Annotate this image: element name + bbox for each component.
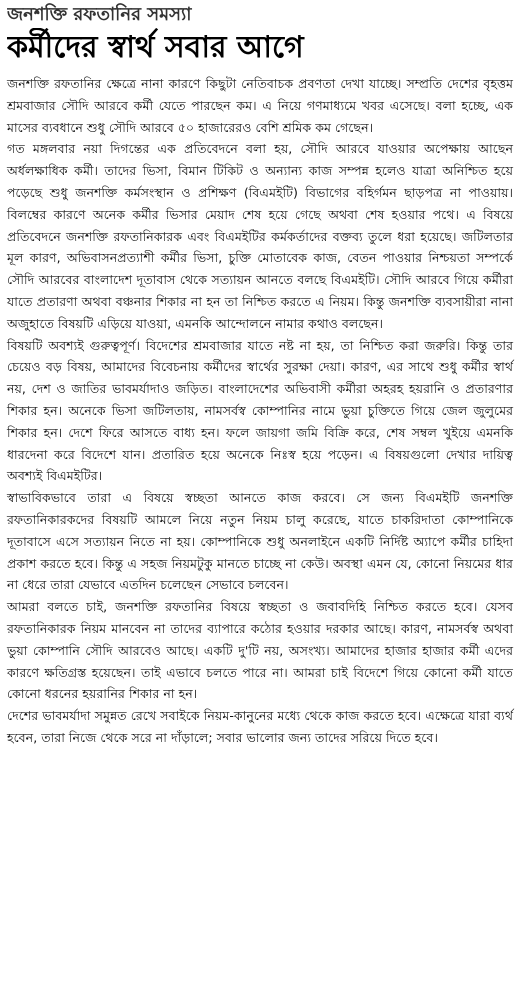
body-paragraph-6: দেশের ভাবমর্যাদা সমুন্নত রেখে সবাইকে নিয়ম-কানুনের মধ্যে থেকে কাজ করতে হবে। এক্ষেত্রে যারা ব্যর্থ হবেন, তারা নিজে থেকে সরে না দাঁড়ালে; সবার ভালোর জন্য তাদের সরিয়ে দিতে হবে। bbox=[7, 708, 513, 745]
body-paragraph-1: জনশক্তি রফতানির ক্ষেত্রে নানা কারণে কিছুটা নেতিবাচক প্রবণতা দেখা যাচ্ছে। সম্প্রতি দেশের বৃহত্তম শ্রমবাজার সৌদি আরবে কর্মী যেতে পারছেন কম। এ নিয়ে গণমাধ্যমে খবর এসেছে। বলা হচ্ছে, এক মাসের ব্যবধানে শুধু সৌদি আরবে ৫০ হাজারেরও বেশি শ্রমিক কম গেছেন। bbox=[7, 76, 513, 135]
body-paragraph-5: আমরা বলতে চাই, জনশক্তি রফতানির বিষয়ে স্বচ্ছতা ও জবাবদিহি নিশ্চিত করতে হবে। যেসব রফতানিকারক নিয়ম মানবেন না তাদের ব্যাপারে কঠোর হওয়ার দরকার আছে। কারণ, নামসর্বস্ব অথবা ভুয়া কোম্পানি সৌদি আরবেও আছে। একটি দু'টি নয়, অসংখ্য। আমাদের হাজার হাজার কর্মী এদের কারণে ক্ষতিগ্রস্ত হয়েছেন। তাই এভাবে চলতে পারে না। আমরা চাই বিদেশে গিয়ে কোনো কর্মী যাতে কোনো ধরনের হয়রানির শিকার না হন। bbox=[7, 599, 513, 702]
body-paragraph-4: স্বাভাবিকভাবে তারা এ বিষয়ে স্বচ্ছতা আনতে কাজ করবে। সে জন্য বিএমইটি জনশক্তি রফতানিকারকদের বিষয়টি আমলে নিয়ে নতুন নিয়ম চালু করেছে, যাতে চাকরিদাতা কোম্পানিকে দূতাবাসে এসে সত্যায়ন নিতে না হয়। কোম্পানিকে শুধু অনলাইনে একটি নির্দিষ্ট অ্যাপে কর্মীর চাহিদা প্রকাশ করতে হবে। কিন্তু এ সহজ নিয়মটুকু মানতে চাচ্ছে না কেউ। অবস্থা এমন যে, কোনো নিয়মের ধার না ধেরে তারা যেভাবে এতদিন চলেছেন সেভাবে চলবেন। bbox=[7, 490, 513, 593]
article-body bbox=[7, 73, 513, 749]
article-kicker: জনশক্তি রফতানির সমস্যা bbox=[7, 4, 192, 25]
article-headline: কর্মীদের স্বার্থ সবার আগে bbox=[7, 30, 304, 65]
body-paragraph-3: বিষয়টি অবশ্যই গুরুত্বপূর্ণ। বিদেশের শ্রমবাজার যাতে নষ্ট না হয়, তা নিশ্চিত করা জরুরি। কিন্তু তার চেয়েও বড় বিষয়, আমাদের বিবেচনায় কর্মীদের স্বার্থের সুরক্ষা দেয়া। কারণ, এর সাথে শুধু কর্মীর স্বার্থ নয়, দেশ ও জাতির ভাবমর্যাদাও জড়িত। বাংলাদেশের অভিবাসী কর্মীরা অহরহ হয়রানি ও প্রতারণার শিকার হন। অনেকে ভিসা জটিলতায়, নামসর্বস্ব কোম্পানির নামে ভুয়া চুক্তিতে গিয়ে জেল জুলুমের শিকার হন। দেশে ফিরে আসতে বাধ্য হন। ফলে জায়গা জমি বিক্রি করে, শেষ সম্বল খুইয়ে এমনকি ধারদেনা করে বিদেশে যান। প্রতারিত হয়ে অনেকে নিঃস্ব হয়ে পড়েন। এ বিষয়গুলো দেখার দায়িত্ব অবশ্যই বিএমইটির। bbox=[7, 337, 513, 484]
body-paragraph-2: গত মঙ্গলবার নয়া দিগন্তের এক প্রতিবেদনে বলা হয়, সৌদি আরবে যাওয়ার অপেক্ষায় আছেন অর্ধলক্ষাধিক কর্মী। তাদের ভিসা, বিমান টিকিট ও অন্যান্য কাজ সম্পন্ন হলেও যাত্রা অনিশ্চিত হয়ে পড়েছে শুধু জনশক্তি কর্মসংস্থান ও প্রশিক্ষণ (বিএমইটি) বিভাগের বহির্গমন ছাড়পত্র না পাওয়ায়। বিলম্বের কারণে অনেক কর্মীর ভিসার মেয়াদ শেষ হয়ে গেছে অথবা শেষ হওয়ার পথে। এ বিষয়ে প্রতিবেদনে জনশক্তি রফতানিকারক এবং বিএমইটির কর্মকর্তাদের বক্তব্য তুলে ধরা হয়েছে। জটিলতার মূল কারণ, অভিবাসনপ্রত্যাশী কর্মীর ভিসা, চুক্তি মোতাবেক কাজ, বেতন পাওয়ার নিশ্চয়তা সম্পর্কে সৌদি আরবের বাংলাদেশ দূতাবাস থেকে সত্যায়ন আনতে বলছে বিএমইটি। সৌদি আরবে গিয়ে কর্মীরা যাতে প্রতারণা অথবা বঞ্চনার শিকার না হন তা নিশ্চিত করতে এ নিয়ম। কিন্তু জনশক্তি ব্যবসায়ীরা নানা অজুহাতে বিষয়টি এড়িয়ে যাওয়া, এমনকি আন্দোলনে নামার কথাও বলছেন। bbox=[7, 141, 513, 331]
